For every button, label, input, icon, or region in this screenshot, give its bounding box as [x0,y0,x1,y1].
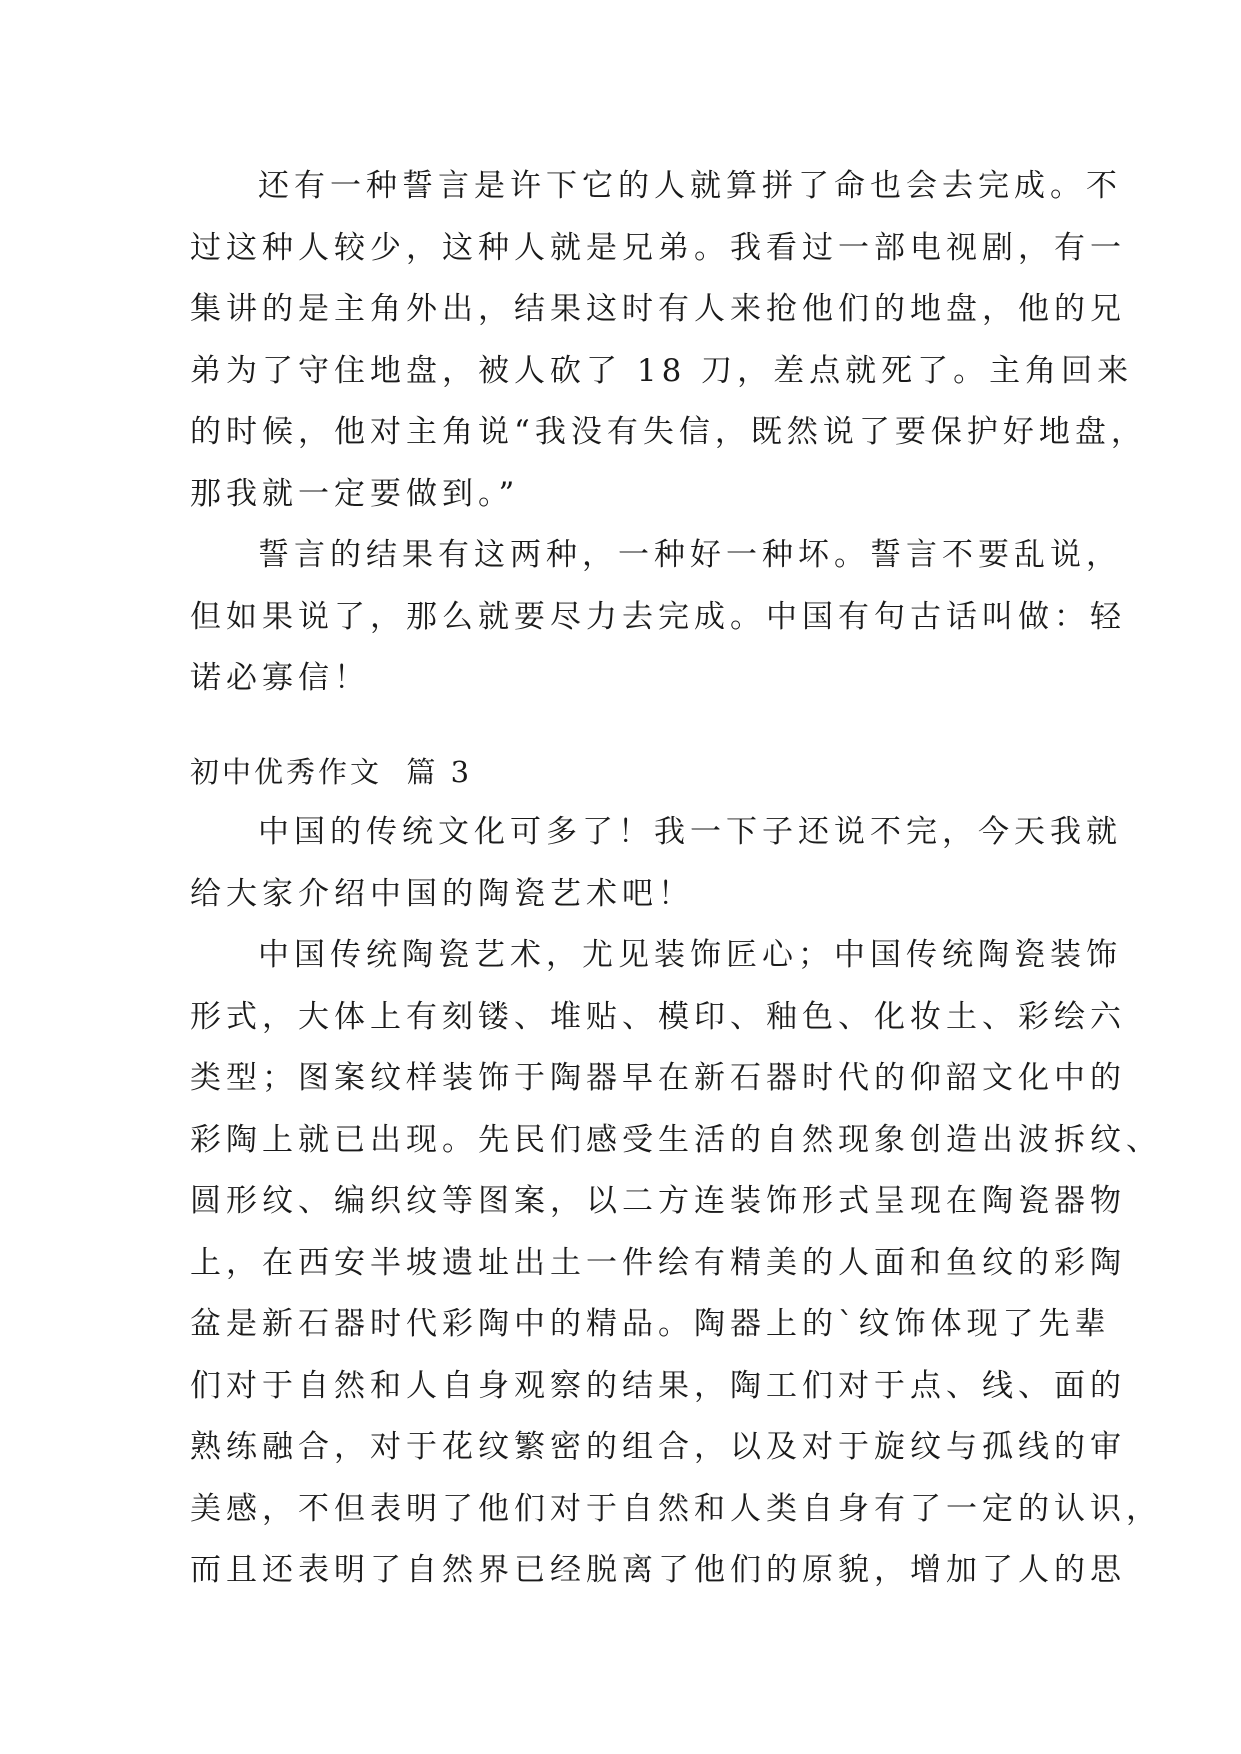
text-line: 誓言的结果有这两种，一种好一种坏。誓言不要乱说， [258,537,1122,573]
text-line: 上，在西安半坡遗址出土一件绘有精美的人面和鱼纹的彩陶 [190,1245,1126,1281]
text-line: 集讲的是主角外出，结果这时有人来抢他们的地盘，他的兄 [190,291,1126,327]
text-line: 弟为了守住地盘，被人砍了 18 刀，差点就死了。主角回来 [190,353,1134,389]
text-line: 的时候，他对主角说“我没有失信，既然说了要保护好地盘， [190,414,1147,450]
text-line: 那我就一定要做到。” [190,476,520,512]
text-line: 美感，不但表明了他们对于自然和人类自身有了一定的认识， [190,1491,1162,1527]
text-line: 们对于自然和人自身观察的结果，陶工们对于点、线、面的 [190,1368,1126,1404]
section-heading: 初中优秀作文 篇 3 [190,755,473,789]
text-line: 中国的传统文化可多了！我一下子还说不完，今天我就 [258,814,1122,850]
text-line: 但如果说了，那么就要尽力去完成。中国有句古话叫做：轻 [190,599,1126,635]
text-line: 彩陶上就已出现。先民们感受生活的自然现象创造出波拆纹、 [190,1122,1162,1158]
text-line: 盆是新石器时代彩陶中的精品。陶器上的`纹饰体现了先辈 [190,1306,1111,1342]
text-line: 过这种人较少，这种人就是兄弟。我看过一部电视剧，有一 [190,230,1126,266]
text-line: 类型；图案纹样装饰于陶器早在新石器时代的仰韶文化中的 [190,1060,1126,1096]
text-line: 中国传统陶瓷艺术，尤见装饰匠心；中国传统陶瓷装饰 [258,937,1122,973]
text-line: 熟练融合，对于花纹繁密的组合，以及对于旋纹与孤线的审 [190,1429,1126,1465]
text-line: 而且还表明了自然界已经脱离了他们的原貌，增加了人的思 [190,1552,1126,1588]
text-line: 给大家介绍中国的陶瓷艺术吧！ [190,876,694,912]
text-line: 形式，大体上有刻镂、堆贴、模印、釉色、化妆土、彩绘六 [190,999,1126,1035]
text-line: 还有一种誓言是许下它的人就算拼了命也会去完成。不 [258,168,1122,204]
text-line: 诺必寡信！ [190,660,370,696]
text-line: 圆形纹、编织纹等图案，以二方连装饰形式呈现在陶瓷器物 [190,1183,1126,1219]
